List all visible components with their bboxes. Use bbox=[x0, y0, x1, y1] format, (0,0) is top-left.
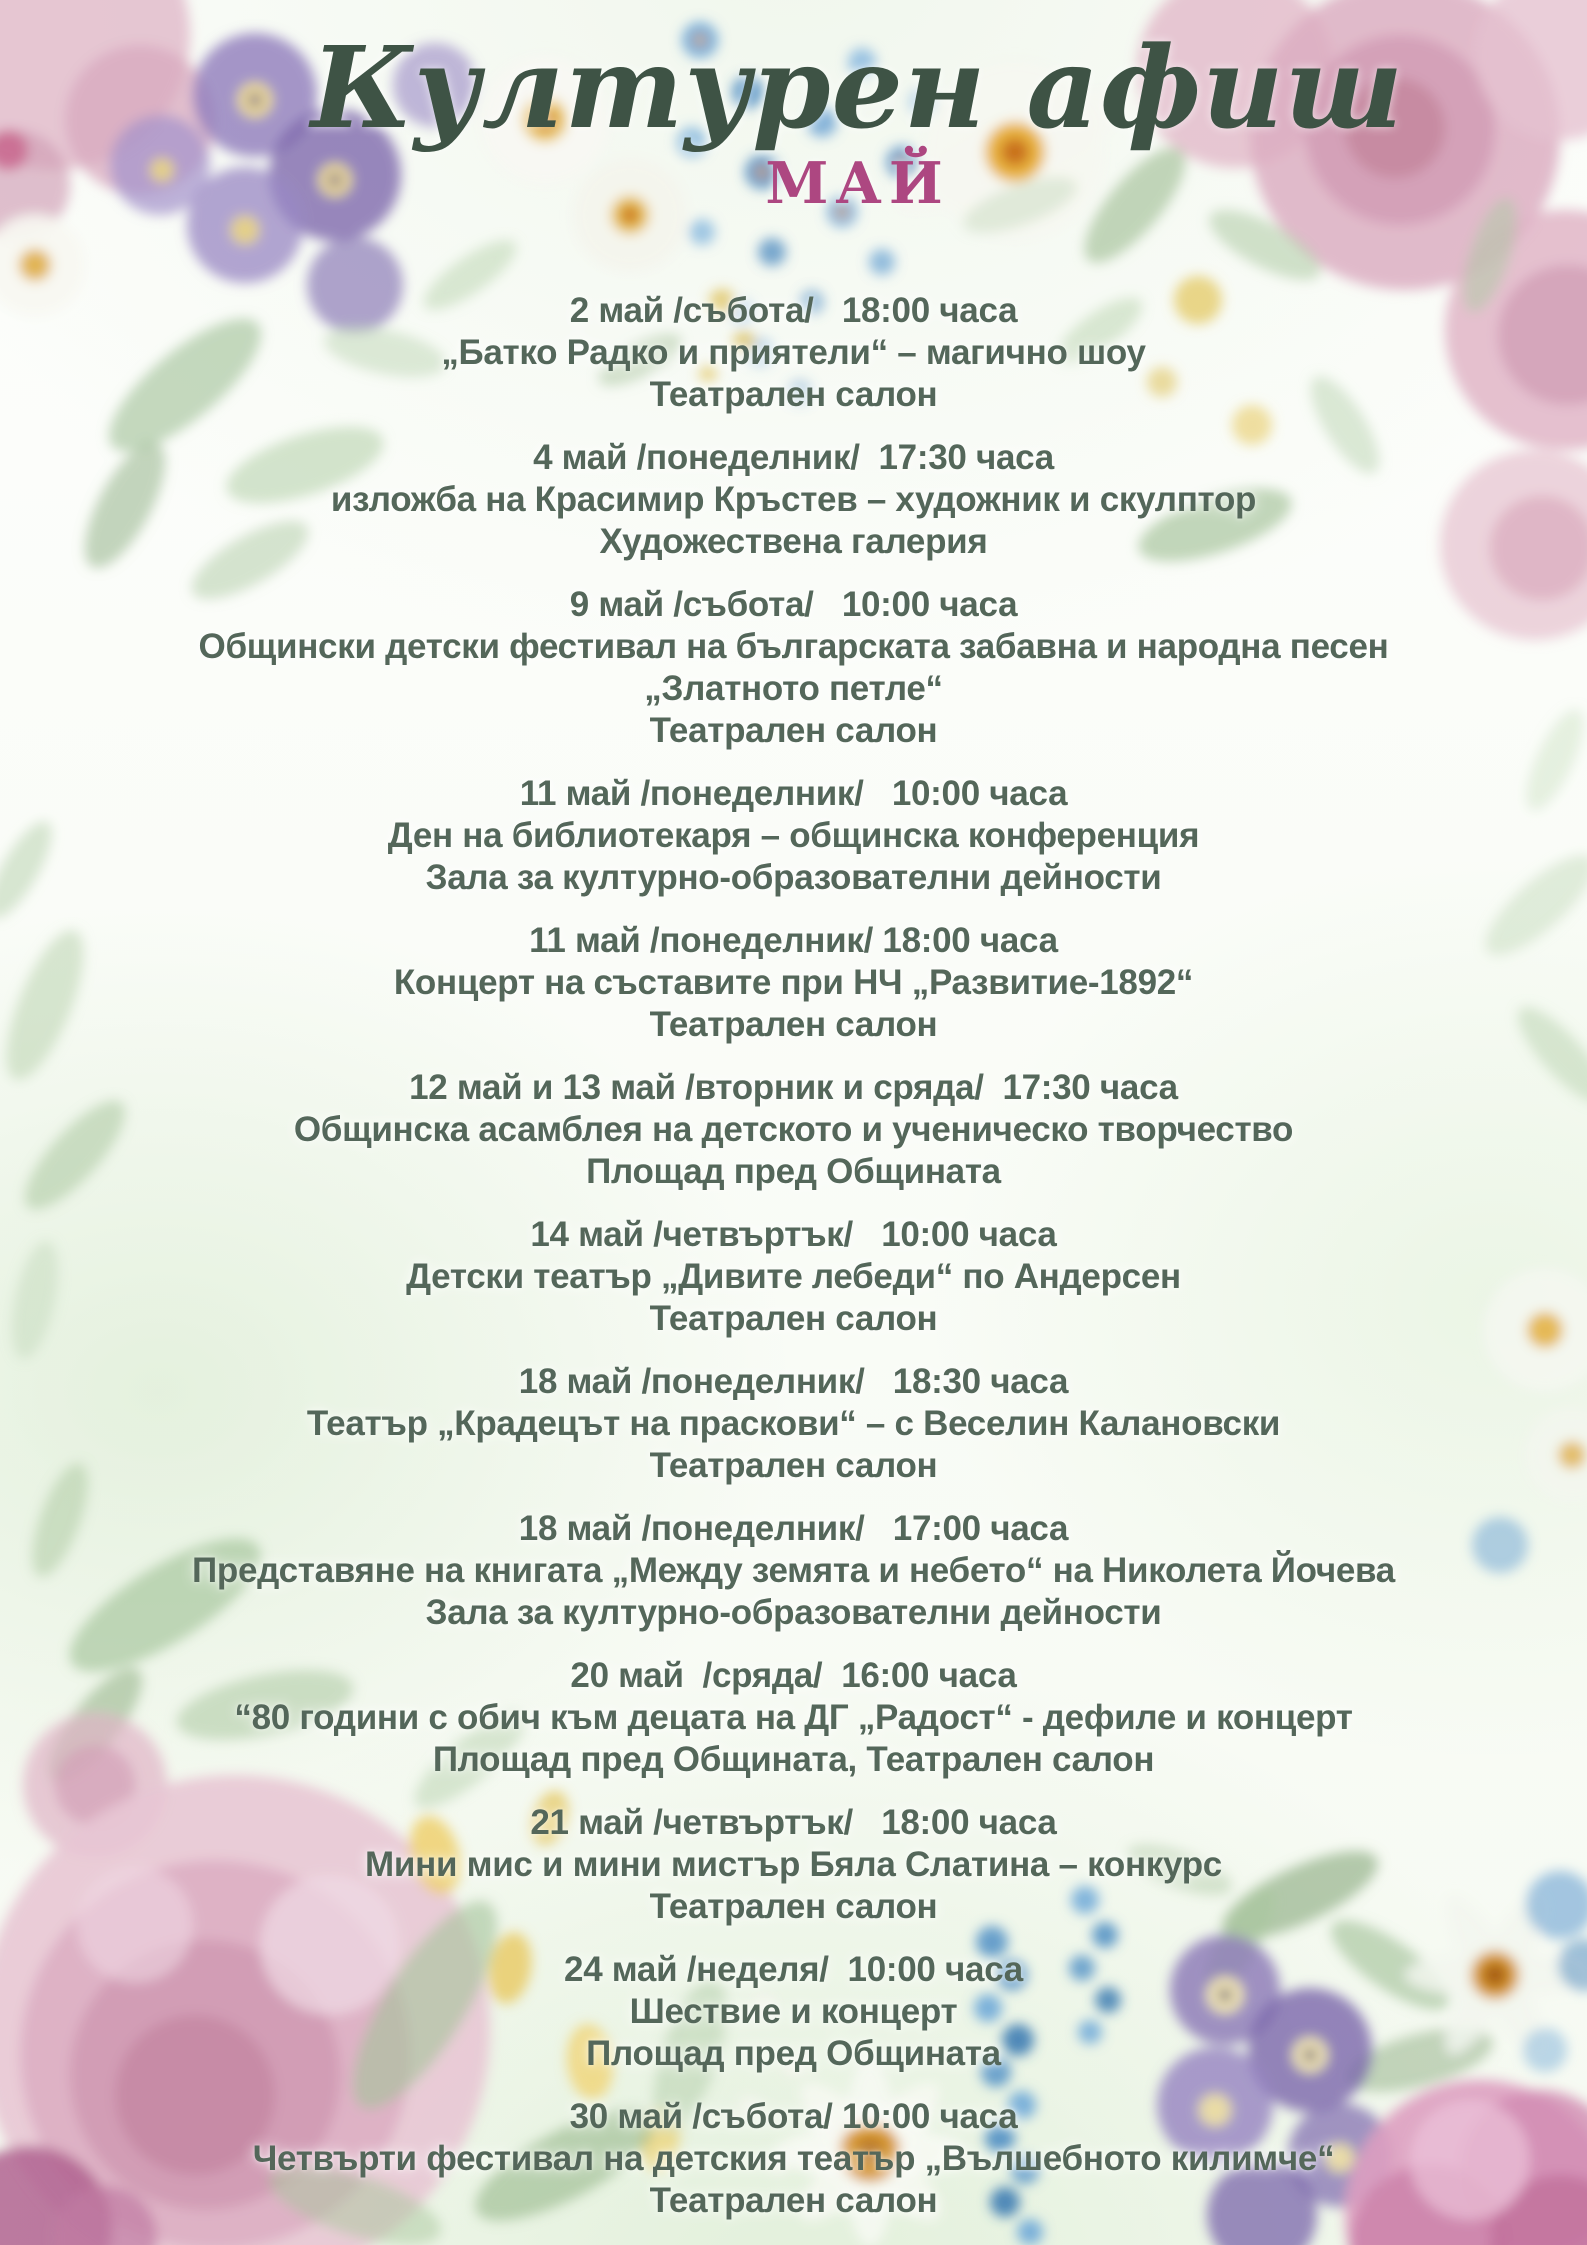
event-list bbox=[0, 290, 1587, 2222]
event-venue: Театрален салон bbox=[649, 2181, 938, 2221]
event-datetime: 14 май /четвъртък/ 10:00 часа bbox=[530, 1215, 1057, 1255]
event-title: Концерт на съставите при НЧ „Развитие-1892“ bbox=[393, 963, 1194, 1003]
event-title: Ден на библиотекаря – общинска конференция bbox=[387, 816, 1200, 856]
event-item bbox=[0, 290, 1587, 416]
event-title: “80 години с обич към децата на ДГ „Радост“ - дефиле и концерт bbox=[234, 1698, 1353, 1738]
event-item bbox=[0, 1361, 1587, 1487]
event-item bbox=[0, 1949, 1587, 2075]
event-datetime: 30 май /събота/ 10:00 часа bbox=[569, 2097, 1018, 2137]
event-title: Детски театър „Дивите лебеди“ по Андерсен bbox=[406, 1257, 1181, 1297]
event-datetime: 4 май /понеделник/ 17:30 часа bbox=[533, 438, 1054, 478]
event-item bbox=[0, 1508, 1587, 1634]
event-datetime: 12 май и 13 май /вторник и сряда/ 17:30 часа bbox=[409, 1068, 1178, 1108]
event-venue: Зала за културно-образователни дейности bbox=[425, 1593, 1162, 1633]
event-datetime: 2 май /събота/ 18:00 часа bbox=[569, 291, 1018, 331]
event-title: Общинска асамблея на детското и ученическо творчество bbox=[293, 1110, 1294, 1150]
event-venue: Площад пред Общината bbox=[586, 1152, 1001, 1192]
event-venue: Художествена галерия bbox=[599, 522, 988, 562]
event-title: Мини мис и мини мистър Бяла Слатина – конкурс bbox=[365, 1845, 1222, 1885]
event-item bbox=[0, 1214, 1587, 1340]
masthead bbox=[64, 0, 1587, 218]
event-venue: Театрален салон bbox=[649, 1005, 938, 1045]
event-venue: Театрален салон bbox=[649, 711, 938, 751]
event-title: Шествие и концерт bbox=[629, 1992, 958, 2032]
event-datetime: 18 май /понеделник/ 18:30 часа bbox=[518, 1362, 1069, 1402]
event-item bbox=[0, 1655, 1587, 1781]
event-item bbox=[0, 437, 1587, 563]
event-title: Общински детски фестивал на българската забавна и народна песен bbox=[198, 627, 1389, 667]
event-title: Четвърти фестивал на детския театър „Вълшебното килимче“ bbox=[252, 2139, 1335, 2179]
event-venue: Театрален салон bbox=[649, 1299, 938, 1339]
event-datetime: 21 май /четвъртък/ 18:00 часа bbox=[530, 1803, 1057, 1843]
event-item bbox=[0, 2096, 1587, 2222]
event-datetime: 11 май /понеделник/ 18:00 часа bbox=[529, 921, 1058, 961]
event-item bbox=[0, 920, 1587, 1046]
event-title: изложба на Красимир Кръстев – художник и скулптор bbox=[330, 480, 1257, 520]
event-venue: Театрален салон bbox=[649, 1887, 938, 1927]
event-item bbox=[0, 584, 1587, 752]
event-venue: Театрален салон bbox=[649, 1446, 938, 1486]
event-item bbox=[0, 1067, 1587, 1193]
event-title: „Батко Радко и приятели“ – магично шоу bbox=[441, 333, 1146, 373]
poster-month: МАЙ bbox=[765, 150, 950, 218]
event-datetime: 24 май /неделя/ 10:00 часа bbox=[564, 1950, 1023, 1990]
event-datetime: 11 май /понеделник/ 10:00 часа bbox=[519, 774, 1068, 814]
event-venue: Зала за културно-образователни дейности bbox=[425, 858, 1162, 898]
event-datetime: 18 май /понеделник/ 17:00 часа bbox=[518, 1509, 1069, 1549]
poster-title: Културен афиш bbox=[310, 23, 1405, 154]
event-item bbox=[0, 1802, 1587, 1928]
event-title: Представяне на книгата „Между земята и небето“ на Николета Йочева bbox=[192, 1551, 1395, 1591]
event-datetime: 9 май /събота/ 10:00 часа bbox=[569, 585, 1018, 625]
event-title: „Златното петле“ bbox=[644, 669, 943, 709]
event-venue: Площад пред Общината bbox=[586, 2034, 1001, 2074]
event-item bbox=[0, 773, 1587, 899]
event-venue: Площад пред Общината, Театрален салон bbox=[432, 1740, 1155, 1780]
event-datetime: 20 май /сряда/ 16:00 часа bbox=[570, 1656, 1017, 1696]
event-title: Театър „Крадецът на праскови“ – с Веселин Калановски bbox=[306, 1404, 1281, 1444]
event-venue: Театрален салон bbox=[649, 375, 938, 415]
